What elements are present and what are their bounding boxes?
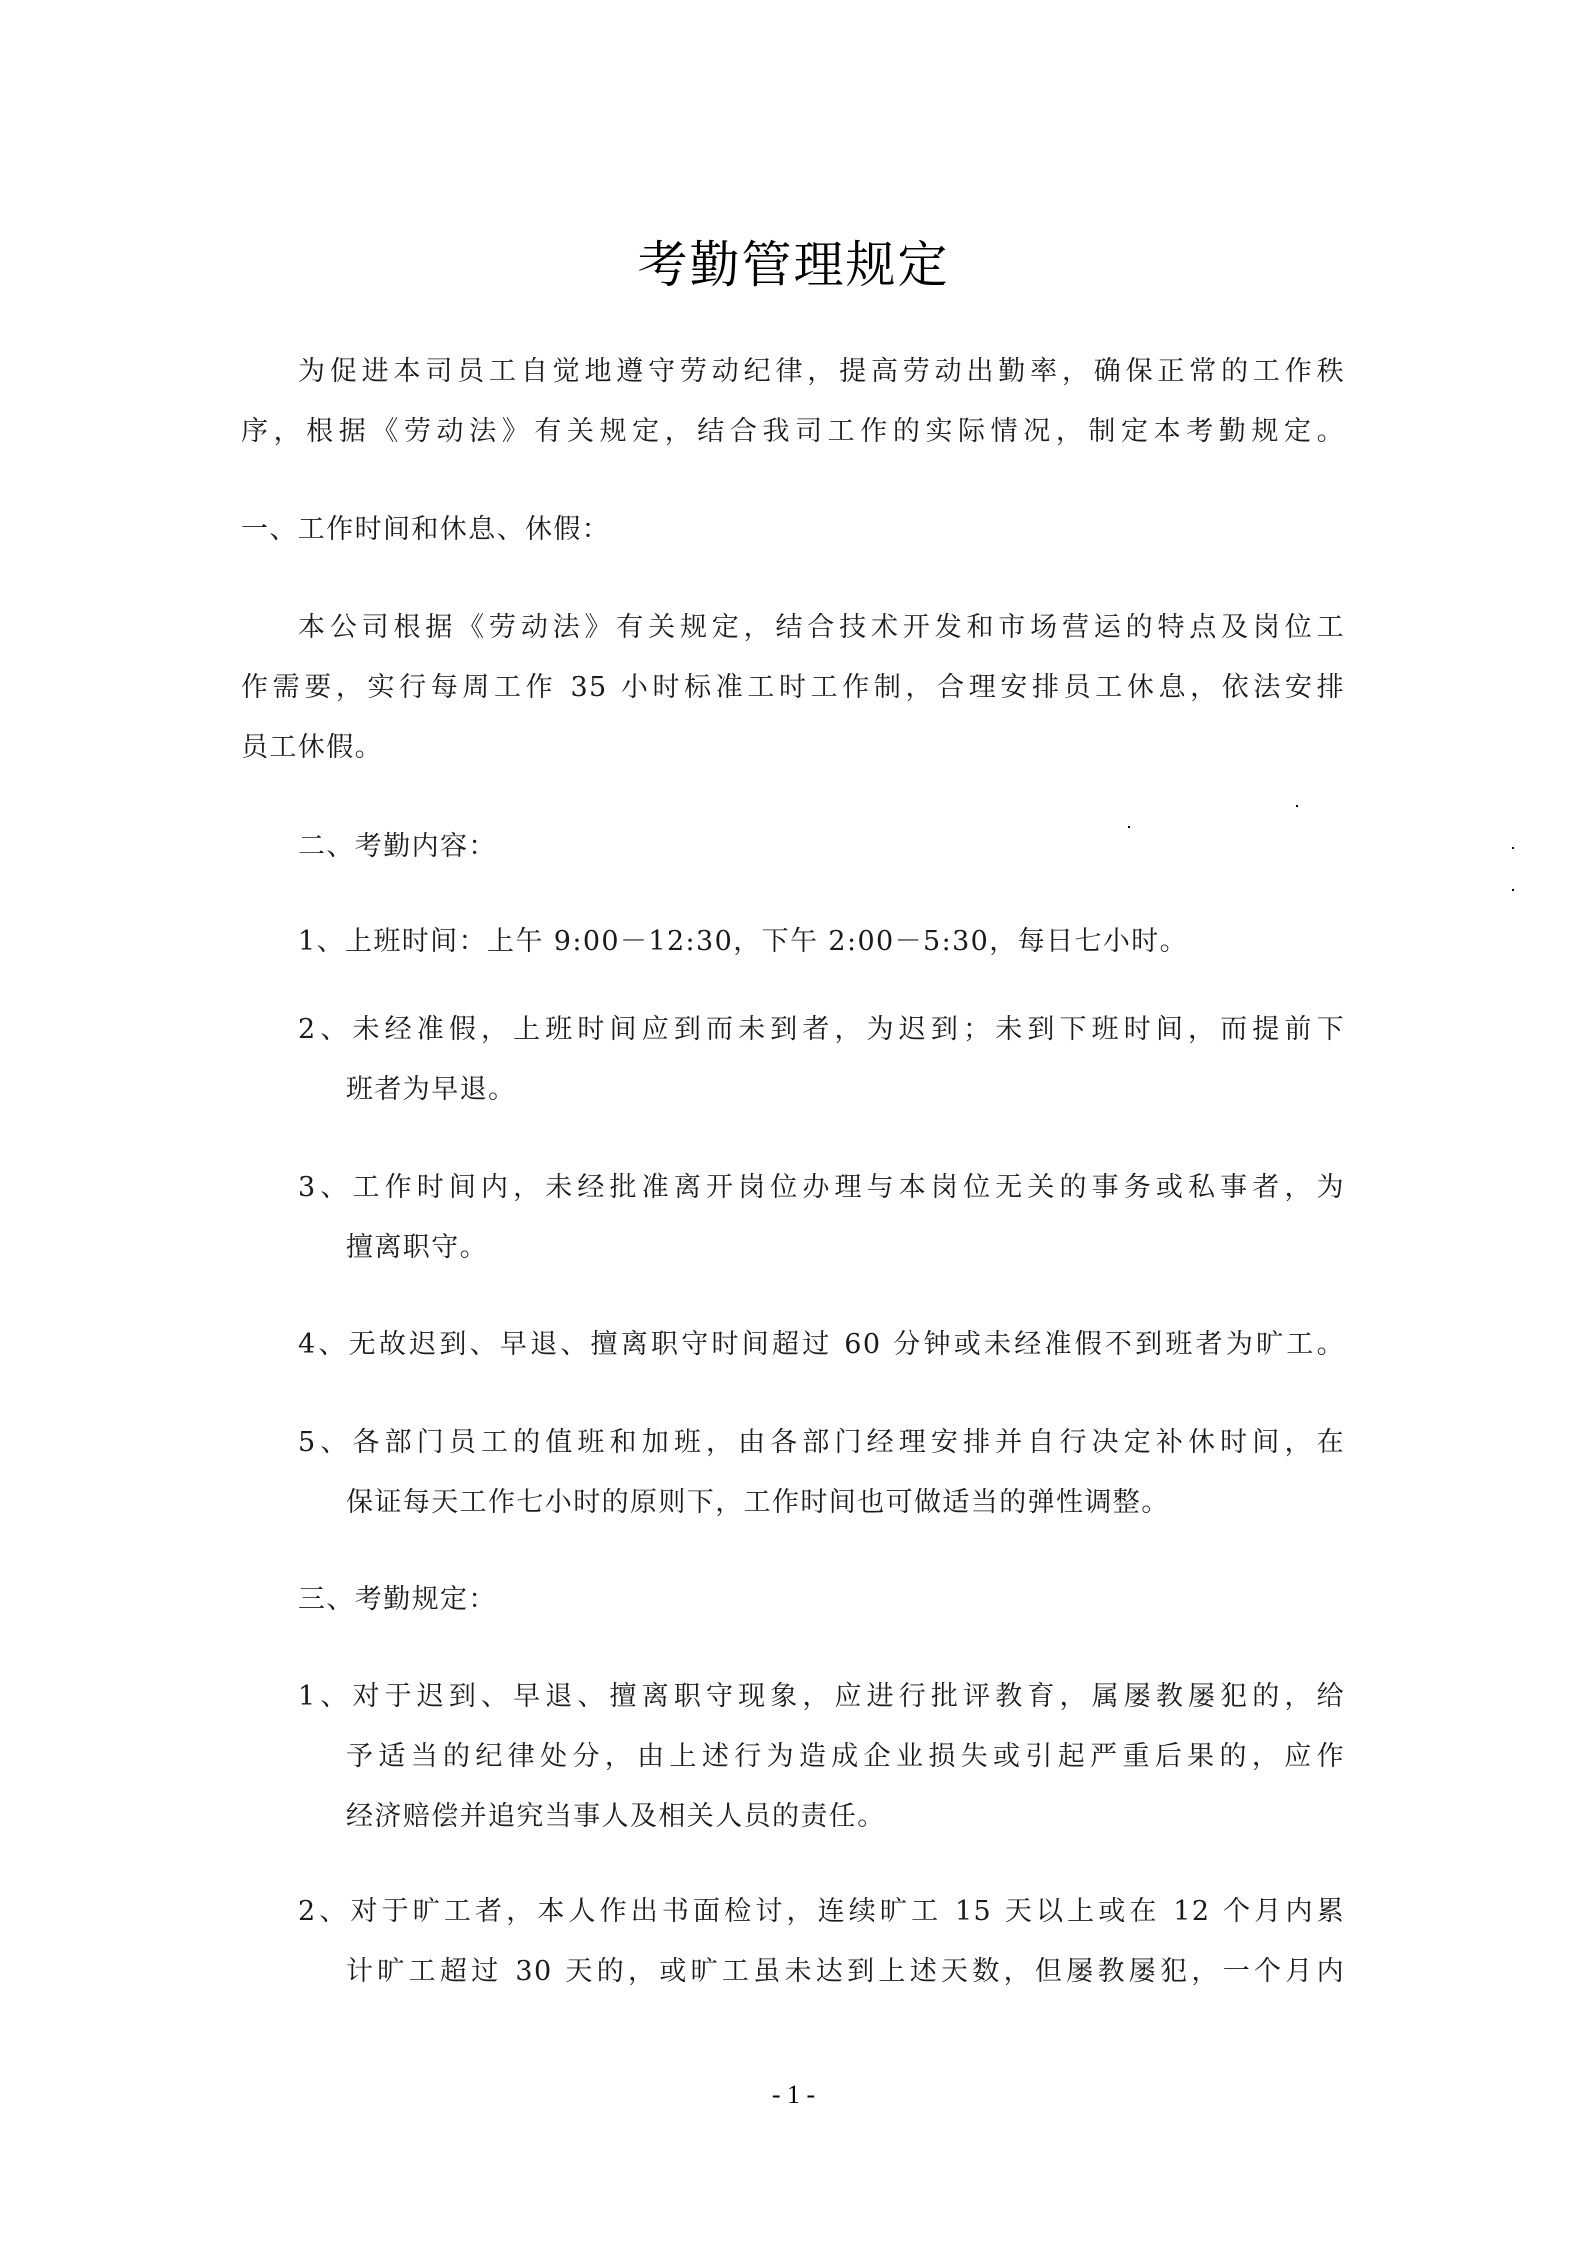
section1-heading: 一、工作时间和休息、休假： xyxy=(241,514,611,545)
document-title: 考勤管理规定 xyxy=(637,236,950,294)
scan-artifact xyxy=(1128,826,1130,828)
section2-heading: 二、考勤内容： xyxy=(298,831,497,862)
section3-item-1-line-2: 予适当的纪律处分，由上述行为造成企业损失或引起严重后果的，应作 xyxy=(346,1741,1345,1772)
section3-item-2-line-2: 计旷工超过 30 天的，或旷工虽未达到上述天数，但屡教屡犯，一个月内 xyxy=(346,1956,1345,1987)
intro-line-2: 序，根据《劳动法》有关规定，结合我司工作的实际情况，制定本考勤规定。 xyxy=(241,416,1345,447)
section3-item-1-line-3: 经济赔偿并追究当事人及相关人员的责任。 xyxy=(346,1801,886,1832)
section1-body-line-2: 作需要，实行每周工作 35 小时标准工时工作制，合理安排员工休息，依法安排 xyxy=(241,672,1345,703)
scan-artifact xyxy=(1296,805,1298,807)
section3-item-2-line-1: 2、对于旷工者，本人作出书面检讨，连续旷工 15 天以上或在 12 个月内累 xyxy=(298,1896,1345,1927)
section2-item-1-line-1: 1、上班时间：上午 9:00－12:30，下午 2:00－5:30，每日七小时。 xyxy=(298,926,1189,957)
section2-item-2-line-2: 班者为早退。 xyxy=(346,1074,517,1105)
section2-item-2-line-1: 2、未经准假，上班时间应到而未到者，为迟到；未到下班时间，而提前下 xyxy=(298,1014,1345,1045)
section1-body-line-1: 本公司根据《劳动法》有关规定，结合技术开发和市场营运的特点及岗位工 xyxy=(298,612,1345,643)
section1-body-line-3: 员工休假。 xyxy=(241,732,383,763)
section2-item-3-line-1: 3、工作时间内，未经批准离开岗位办理与本岗位无关的事务或私事者，为 xyxy=(298,1172,1345,1203)
section2-item-3-line-2: 擅离职守。 xyxy=(346,1232,488,1263)
section2-item-4-line-1: 4、无故迟到、早退、擅离职守时间超过 60 分钟或未经准假不到班者为旷工。 xyxy=(298,1329,1345,1360)
intro-line-1: 为促进本司员工自觉地遵守劳动纪律，提高劳动出勤率，确保正常的工作秩 xyxy=(298,356,1345,387)
section2-item-5-line-2: 保证每天工作七小时的原则下，工作时间也可做适当的弹性调整。 xyxy=(346,1487,1170,1518)
section2-item-5-line-1: 5、各部门员工的值班和加班，由各部门经理安排并自行决定补休时间，在 xyxy=(298,1427,1345,1458)
section3-heading: 三、考勤规定： xyxy=(298,1584,497,1615)
scan-artifact xyxy=(1512,889,1514,891)
page-number: - 1 - xyxy=(771,2080,816,2109)
section3-item-1-line-1: 1、对于迟到、早退、擅离职守现象，应进行批评教育，属屡教屡犯的，给 xyxy=(298,1681,1345,1712)
scan-artifact xyxy=(1512,847,1514,849)
